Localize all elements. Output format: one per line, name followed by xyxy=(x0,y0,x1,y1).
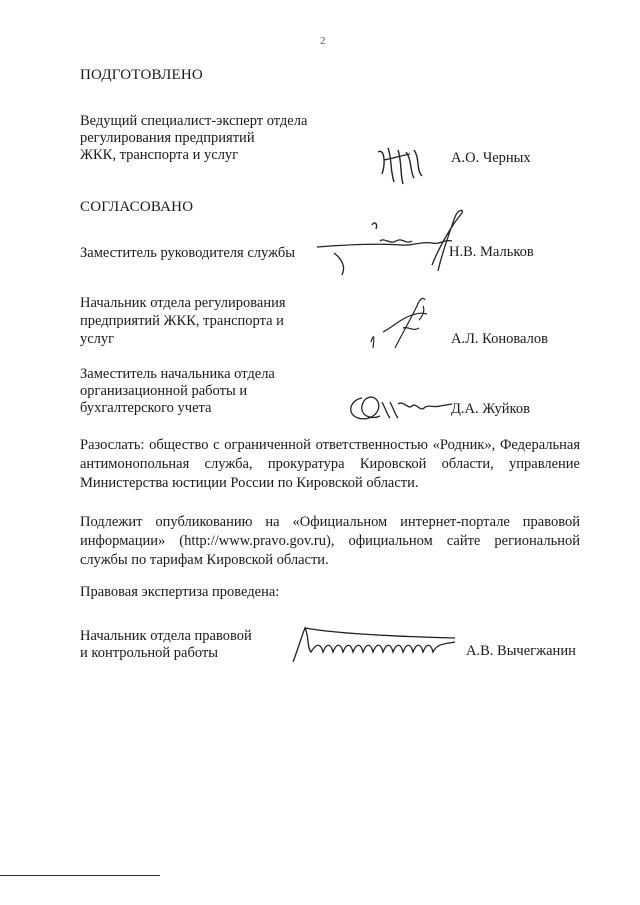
signature-chernykh xyxy=(370,140,440,190)
legal-review-statement: Правовая экспертиза проведена: xyxy=(80,584,280,600)
signatory-position-line: бухгалтерского учета xyxy=(80,400,212,416)
signatory-position-line: Заместитель начальника отдела xyxy=(80,366,275,382)
signature-malkov xyxy=(312,205,482,280)
signatory-position-line: Заместитель руководителя службы xyxy=(80,245,296,261)
prepared-position-line: регулирования предприятий xyxy=(80,130,255,146)
publication-paragraph: Подлежит опубликованию на «Официальном интернет-портале правовой информации» (http://www.pravo.gov.ru), официальном сайте региональной службы по тарифам Кировской области. xyxy=(80,514,580,568)
signatory-position-line: услуг xyxy=(80,331,115,347)
signatory-name: Д.А. Жуйков xyxy=(451,401,530,417)
signatory-position-line: предприятий ЖКК, транспорта и xyxy=(80,313,284,329)
legal-review-position-line: Начальник отдела правовой xyxy=(80,628,252,644)
legal-review-name: А.В. Вычегжанин xyxy=(466,643,576,659)
prepared-name: А.О. Черных xyxy=(451,150,531,166)
signature-zhuykov xyxy=(342,388,457,428)
prepared-heading: ПОДГОТОВЛЕНО xyxy=(80,67,203,83)
prepared-position-line: ЖКК, транспорта и услуг xyxy=(80,147,239,163)
signatory-position-line: Начальник отдела регулирования xyxy=(80,295,286,311)
agreed-heading: СОГЛАСОВАНО xyxy=(80,199,194,215)
signatory-position-line: организационной работы и xyxy=(80,383,248,399)
footnote-separator xyxy=(0,875,160,876)
prepared-position-line: Ведущий специалист-эксперт отдела xyxy=(80,113,308,129)
signature-konovalov xyxy=(365,292,440,352)
distribution-paragraph: Разослать: общество с ограниченной ответственностью «Родник», Федеральная антимонопольная служба, прокуратура Кировской области, управление Министерства юстиции России по Кировской области. xyxy=(80,437,580,491)
signatory-name: Н.В. Мальков xyxy=(449,244,534,260)
legal-review-position-line: и контрольной работы xyxy=(80,645,218,661)
signatory-name: А.Л. Коновалов xyxy=(451,331,548,347)
signature-vychegzhanin xyxy=(287,622,462,667)
page-number: 2 xyxy=(320,35,326,47)
